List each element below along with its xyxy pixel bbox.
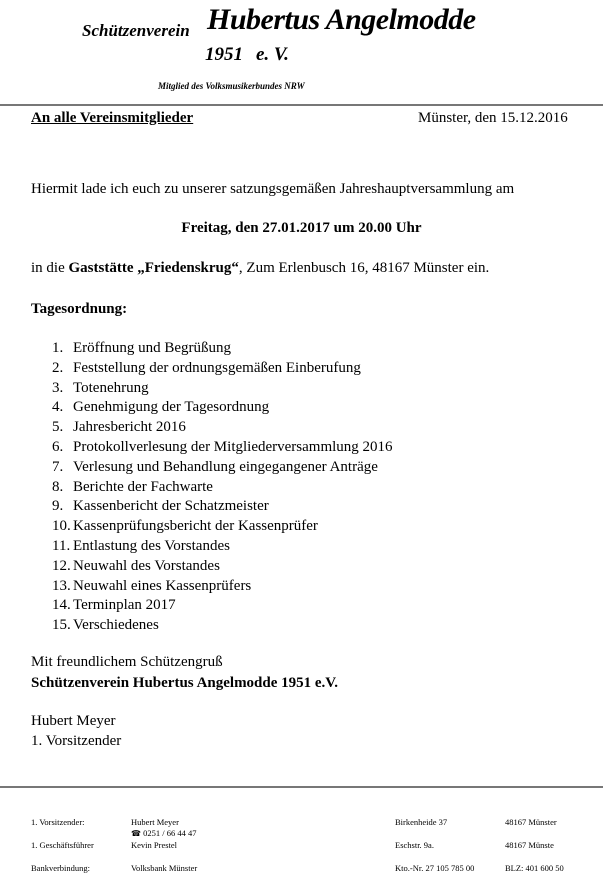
venue-name: Gaststätte „Friedenskrug“	[68, 260, 239, 276]
founded-year: 1951	[205, 44, 243, 65]
agenda-text: Eröffnung und Begrüßung	[73, 340, 232, 356]
agenda-item	[52, 497, 393, 517]
agenda-text: Jahresbericht 2016	[73, 419, 186, 436]
agenda-text: Protokollverlesung der Mitgliederversammlung 2016	[73, 438, 393, 455]
bank-label: Bankverbindung:	[31, 863, 91, 873]
agenda-number: 14.	[52, 597, 71, 614]
venue-suffix: , Zum Erlenbusch 16, 48167 Münster ein.	[238, 260, 490, 276]
agenda-number: 6.	[52, 438, 64, 455]
header-divider	[0, 104, 603, 106]
agenda-text: Feststellung der ordnungsgemäßen Einberufung	[73, 359, 361, 376]
agenda-item	[52, 577, 393, 597]
agenda-item	[52, 537, 393, 557]
agenda-item	[52, 398, 393, 418]
agenda-number: 9.	[52, 498, 64, 515]
agenda-item	[52, 458, 393, 478]
chair-label: 1. Vorsitzender:	[31, 817, 85, 827]
agenda-number: 8.	[52, 478, 64, 495]
club-name: Hubertus Angelmodde	[207, 3, 476, 36]
closing-org: Schützenverein Hubertus Angelmodde 1951 e.V.	[31, 675, 338, 691]
bank-code: BLZ: 401 600 50	[505, 863, 564, 873]
agenda-number: 13.	[52, 577, 71, 594]
agenda-number: 11.	[52, 537, 71, 554]
agenda-item	[52, 438, 393, 458]
agenda-text: Terminplan 2017	[73, 597, 176, 614]
agenda-text: Kassenbericht der Schatzmeister	[73, 498, 269, 515]
chair-name: Hubert Meyer	[131, 817, 179, 827]
club-prefix: Schützenverein	[82, 21, 190, 40]
agenda-text: Totenehrung	[73, 379, 149, 396]
agenda-heading: Tagesordnung:	[31, 301, 128, 317]
agenda-item	[52, 616, 393, 636]
chair-city: 48167 Münster	[505, 817, 557, 827]
signer-role: 1. Vorsitzender	[31, 733, 122, 749]
agenda-number: 12.	[52, 557, 71, 574]
chair-phone-line	[131, 828, 196, 838]
agenda-number: 5.	[52, 419, 64, 436]
phone-icon: ☎	[131, 829, 141, 838]
agenda-number: 3.	[52, 379, 64, 396]
bank-name: Volksbank Münster	[131, 863, 198, 873]
manager-label: 1. Geschäftsführer	[31, 840, 94, 850]
chair-phone: 0251 / 66 44 47	[143, 828, 197, 838]
closing-greeting: Mit freundlichem Schützengruß	[31, 654, 223, 670]
manager-street: Eschstr. 9a.	[395, 840, 434, 850]
agenda-text: Berichte der Fachwarte	[73, 478, 213, 495]
footer-divider	[0, 786, 603, 788]
agenda-item	[52, 379, 393, 399]
agenda-item	[52, 339, 393, 359]
agenda-number: 15.	[52, 617, 71, 634]
agenda-item	[52, 557, 393, 577]
manager-city: 48167 Münste	[505, 840, 554, 850]
legal-form: e. V.	[256, 44, 289, 65]
manager-name: Kevin Prestel	[131, 840, 178, 850]
agenda-number: 1.	[52, 340, 64, 356]
venue-prefix: in die	[31, 260, 69, 276]
agenda-text: Neuwahl eines Kassenprüfers	[73, 577, 252, 594]
salutation: An alle Vereinsmitglieder	[31, 110, 194, 126]
agenda-text: Genehmigung der Tagesordnung	[73, 399, 270, 416]
agenda-item	[52, 478, 393, 498]
intro-text: Hiermit lade ich euch zu unserer satzungsgemäßen Jahreshauptversammlung am	[31, 181, 515, 197]
agenda-list	[52, 339, 393, 636]
account-number: Kto.-Nr. 27 105 785 00	[395, 863, 475, 873]
agenda-text: Neuwahl des Vorstandes	[73, 557, 220, 574]
agenda-number: 10.	[52, 518, 71, 535]
agenda-number: 7.	[52, 458, 64, 475]
agenda-text: Verlesung und Behandlung eingegangener Anträge	[73, 458, 378, 475]
agenda-text: Entlastung des Vorstandes	[73, 537, 230, 554]
venue-line	[31, 260, 489, 277]
agenda-number: 4.	[52, 399, 64, 416]
membership-note: Mitglied des Volksmusikerbundes NRW	[158, 81, 305, 91]
agenda-number: 2.	[52, 359, 64, 376]
agenda-text: Kassenprüfungsbericht der Kassenprüfer	[73, 518, 318, 535]
signer-name: Hubert Meyer	[31, 713, 116, 729]
meeting-datetime: Freitag, den 27.01.2017 um 20.00 Uhr	[181, 220, 422, 236]
agenda-item	[52, 359, 393, 379]
chair-street: Birkenheide 37	[395, 817, 448, 827]
place-date: Münster, den 15.12.2016	[418, 110, 568, 126]
agenda-text: Verschiedenes	[73, 617, 159, 634]
agenda-item	[52, 517, 393, 537]
agenda-item	[52, 418, 393, 438]
agenda-item	[52, 596, 393, 616]
